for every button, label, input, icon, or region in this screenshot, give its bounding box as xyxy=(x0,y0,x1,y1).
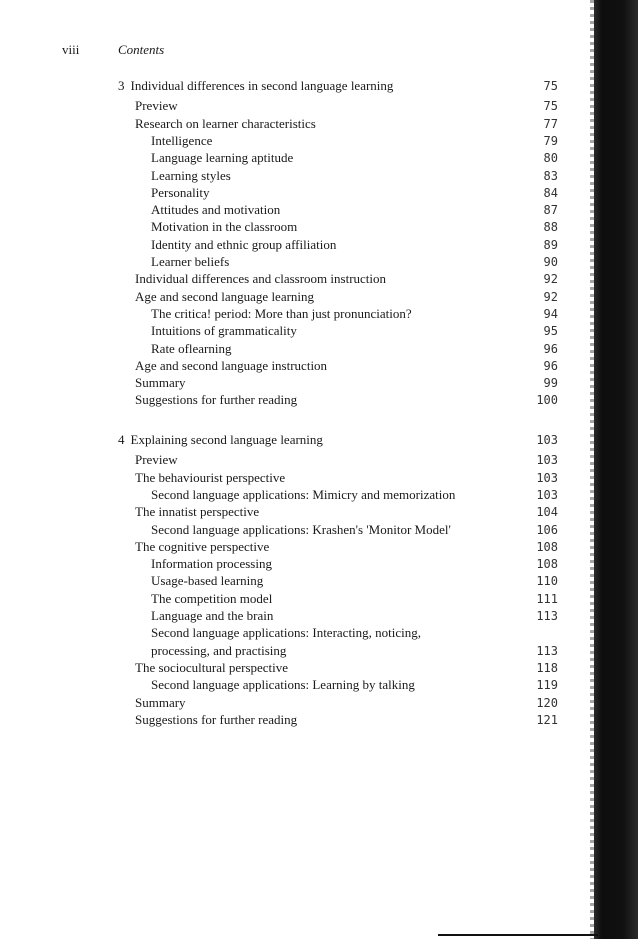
toc-entry-title: Age and second language instruction xyxy=(135,357,328,373)
toc-entry-title: Rate oflearning xyxy=(151,340,232,356)
toc-entry-title: Individual differences and classroom instruction xyxy=(135,271,387,287)
toc-entry-row xyxy=(0,133,590,151)
toc-entry-row xyxy=(0,375,590,393)
toc-entry-row xyxy=(0,392,590,410)
toc-entry-row xyxy=(0,98,590,116)
scan-binding-shadow xyxy=(594,0,638,939)
toc-page-number: 120 xyxy=(536,695,558,710)
toc-chapter-row xyxy=(0,78,590,96)
toc-entry-title: Information processing xyxy=(151,556,272,572)
page-number: viii xyxy=(62,42,80,57)
toc-entry-title: Summary xyxy=(135,375,186,391)
toc-entry-row xyxy=(0,219,590,237)
toc-entry-title: Learner beliefs xyxy=(151,254,230,269)
toc-entry-title: Summary xyxy=(135,694,186,710)
toc-page-number: 80 xyxy=(543,151,558,166)
toc-page-number: 104 xyxy=(536,505,558,520)
toc-entry-row xyxy=(0,185,590,203)
toc-page-number: 79 xyxy=(543,133,558,148)
toc-entry-row xyxy=(0,323,590,341)
toc-entry-row xyxy=(0,573,590,591)
toc-entry-row xyxy=(0,539,590,557)
chapter-number: 4 xyxy=(118,432,125,447)
toc-page-number: 111 xyxy=(536,591,558,606)
toc-entry-title: processing, and practising xyxy=(151,642,287,658)
toc-entry-row xyxy=(0,677,590,695)
toc-entry-row xyxy=(0,254,590,272)
toc-page-number: 96 xyxy=(543,358,558,373)
toc-page-number: 75 xyxy=(543,99,558,114)
toc-page-number: 119 xyxy=(536,678,558,693)
toc-page-number: 103 xyxy=(536,453,558,468)
toc-entry-row xyxy=(0,470,590,488)
toc-entry-title: Suggestions for further reading xyxy=(135,392,298,408)
chapter-number: 3 xyxy=(118,78,125,93)
toc-page-number: 110 xyxy=(536,574,558,589)
toc-entry-title: The competition model xyxy=(151,590,273,606)
toc-entry-title: Research on learner characteristics xyxy=(135,115,316,131)
toc-page-number: 84 xyxy=(543,185,558,200)
toc-page-number: 83 xyxy=(543,168,558,183)
toc-entry-row xyxy=(0,150,590,168)
toc-page-number: 90 xyxy=(543,255,558,269)
toc-page-number: 103 xyxy=(536,470,558,485)
toc-page-number: 118 xyxy=(536,660,558,675)
toc-entry-row xyxy=(0,556,590,574)
chapter-title: Explaining second language learning xyxy=(130,432,323,447)
toc-entry-row xyxy=(0,452,590,470)
toc-entry-title: Second language applications: Learning by talking xyxy=(151,677,415,693)
toc-entry-title: Intelligence xyxy=(151,132,213,148)
toc-entry-title: Language and the brain xyxy=(151,608,274,623)
toc-entry-row xyxy=(0,271,590,289)
toc-entry-title: Learning styles xyxy=(151,167,231,183)
toc-entry-row xyxy=(0,712,590,730)
toc-entry-row xyxy=(0,608,590,626)
toc-entry-row xyxy=(0,289,590,307)
toc-page-number: 103 xyxy=(536,487,558,502)
toc-entry-title: Identity and ethnic group affiliation xyxy=(151,236,337,252)
bottom-scan-line xyxy=(438,934,598,936)
toc-page-number: 99 xyxy=(543,376,558,391)
toc-page-number: 100 xyxy=(536,393,558,408)
toc-entry-row xyxy=(0,695,590,713)
toc-entry-row xyxy=(0,591,590,609)
running-header-title: Contents xyxy=(118,42,165,57)
toc-page-number: 77 xyxy=(543,116,558,131)
toc-page-number: 94 xyxy=(543,306,558,321)
toc-entry-row xyxy=(0,504,590,522)
toc-chapter-heading xyxy=(118,78,393,94)
toc-entry-title: Preview xyxy=(135,452,178,468)
toc-entry-row xyxy=(0,237,590,255)
toc-page-number: 96 xyxy=(543,341,558,356)
toc-entry-title: Second language applications: Interacting, noticing, xyxy=(151,625,422,641)
toc-entry-row xyxy=(0,643,590,661)
toc-entry-row xyxy=(0,487,590,505)
toc-entry-title: Personality xyxy=(151,184,210,200)
toc-entry-row xyxy=(0,660,590,678)
toc-page-number: 95 xyxy=(543,324,558,339)
toc-page-number: 106 xyxy=(536,522,558,537)
toc-chapter-heading xyxy=(118,432,323,448)
toc-entry-row xyxy=(0,358,590,376)
toc-entry-title: Language learning aptitude xyxy=(151,150,294,166)
toc-entry-title: Age and second language learning xyxy=(135,288,315,304)
toc-page-number: 113 xyxy=(536,643,558,658)
toc-page-number: 108 xyxy=(536,539,558,554)
toc-entry-title: Second language applications: Krashen's 'Monitor Model' xyxy=(151,521,451,537)
toc-entry-row xyxy=(0,168,590,186)
toc-entry-row xyxy=(0,306,590,324)
toc-page-number: 88 xyxy=(543,220,558,235)
toc-entry-row xyxy=(0,522,590,540)
toc-entry-title: The sociocultural perspective xyxy=(135,659,289,675)
toc-entry-row xyxy=(0,116,590,134)
toc-page-number: 121 xyxy=(536,712,558,727)
toc-entry-title: Suggestions for further reading xyxy=(135,711,298,727)
toc-page-number: 89 xyxy=(543,237,558,252)
toc-entry-title: Preview xyxy=(135,98,178,114)
toc-entry-title: Intuitions of grammaticality xyxy=(151,323,297,339)
toc-page-number: 87 xyxy=(543,203,558,218)
toc-page-number: 92 xyxy=(543,272,558,287)
toc-entry-title: Usage-based learning xyxy=(151,573,264,589)
toc-entry-title: Attitudes and motivation xyxy=(151,202,281,218)
toc-page-number: 75 xyxy=(543,79,558,93)
toc-page-number: 103 xyxy=(536,433,558,447)
toc-chapter-row xyxy=(0,432,590,450)
toc-entry-title: The innatist perspective xyxy=(135,504,260,520)
toc-entry-row xyxy=(0,625,590,643)
toc-page-number: 108 xyxy=(536,557,558,572)
toc-entry-title: The behaviourist perspective xyxy=(135,469,286,485)
toc-page-number: 113 xyxy=(536,609,558,623)
chapter-title: Individual differences in second language learning xyxy=(130,78,394,93)
toc-entry-title: The critica! period: More than just pronunciation? xyxy=(151,305,412,321)
toc-entry-row xyxy=(0,341,590,359)
toc-entry-title: Second language applications: Mimicry and memorization xyxy=(151,486,456,502)
toc-entry-title: The cognitive perspective xyxy=(135,538,270,554)
toc-entry-title: Motivation in the classroom xyxy=(151,219,298,235)
toc-entry-row xyxy=(0,202,590,220)
toc-page-number: 92 xyxy=(543,289,558,304)
